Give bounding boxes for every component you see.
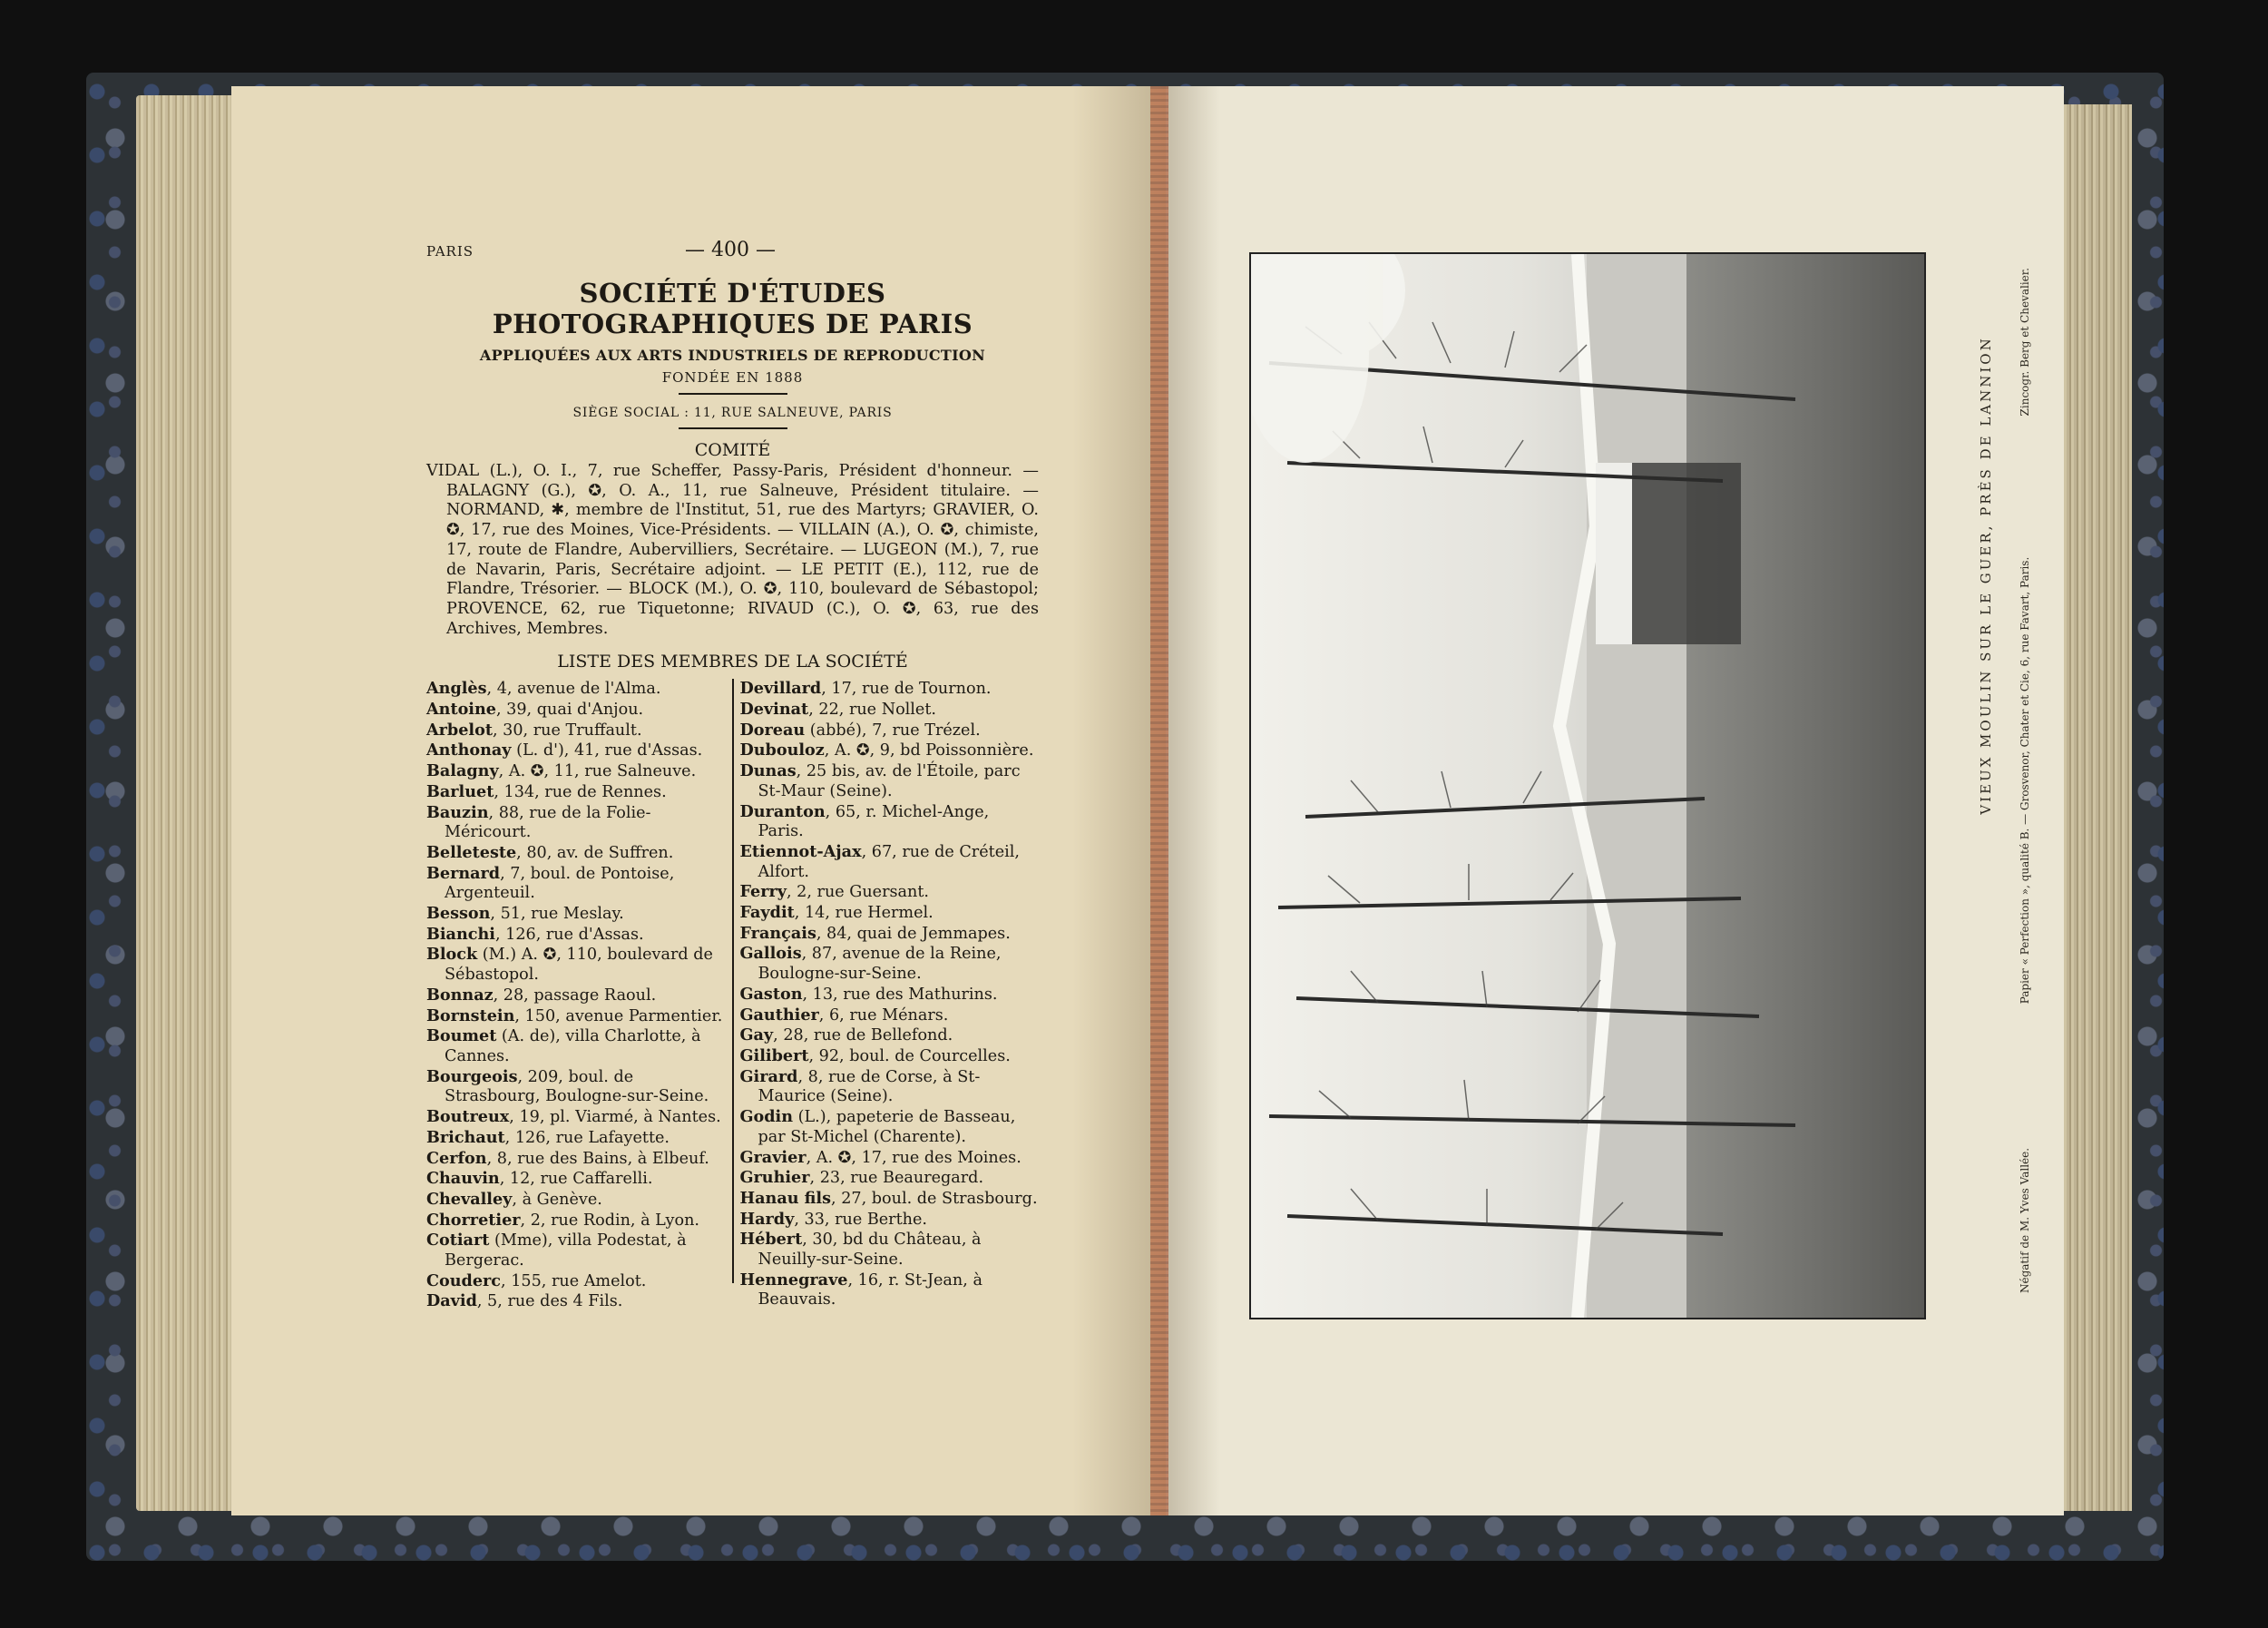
negative-credit: Négatif de M. Yves Vallée. <box>2019 1147 2031 1293</box>
member-entry <box>740 985 1040 1005</box>
member-entry <box>426 904 726 925</box>
member-address: , 84, quai de Jemmapes. <box>816 924 1011 943</box>
member-entry <box>740 1046 1040 1067</box>
member-entry <box>426 1169 726 1190</box>
member-entry <box>740 740 1040 761</box>
member-entry <box>740 700 1040 721</box>
society-title: SOCIÉTÉ D'ÉTUDES PHOTOGRAPHIQUES DE PARIS <box>492 278 973 339</box>
committee-heading: COMITÉ <box>694 440 771 460</box>
member-address: , 25 bis, av. de l'Étoile, parc St-Maur (Seine). <box>758 762 1021 800</box>
member-address: , 155, rue Amelot. <box>501 1271 647 1290</box>
member-name: Cotiart <box>426 1231 490 1250</box>
member-entry <box>426 1149 726 1170</box>
member-address: , 134, rue de Rennes. <box>494 782 667 801</box>
winter-mill-photograph <box>1249 252 1926 1319</box>
member-address: , 19, pl. Viarmé, à Nantes. <box>509 1108 721 1127</box>
member-entry <box>426 1271 726 1292</box>
member-address: , 8, rue des Bains, à Elbeuf. <box>486 1149 709 1168</box>
member-address: , 30, bd du Château, à Neuilly-sur-Seine. <box>758 1231 982 1270</box>
member-name: Belleteste <box>426 842 517 862</box>
member-entry <box>740 679 1040 700</box>
member-name: Block <box>426 945 478 965</box>
member-address: , A. ✪, 11, rue Salneuve. <box>498 762 697 781</box>
member-address: , A. ✪, 17, rue des Moines. <box>806 1148 1022 1167</box>
photo-illustration <box>1251 254 1924 1318</box>
members-columns <box>426 679 1039 1312</box>
member-entry <box>426 761 726 782</box>
member-name: Hanau fils <box>739 1188 832 1208</box>
member-entry <box>740 1067 1040 1107</box>
paper-credit: Papier « Perfection », qualité B. — Grosvenor, Chater et Cie, 6, rue Favart, Paris. <box>2019 556 2031 1005</box>
member-name: Hennegrave <box>739 1270 848 1290</box>
member-address: , 28, rue de Bellefond. <box>773 1026 953 1045</box>
member-name: Bonnaz <box>426 985 494 1005</box>
member-address: , 8, rue de Corse, à St-Maurice (Seine). <box>758 1067 981 1106</box>
spine-binding <box>1150 86 1168 1515</box>
member-name: Etiennot-Ajax <box>739 841 862 861</box>
member-name: Boumet <box>426 1026 497 1046</box>
member-entry <box>426 1026 726 1066</box>
member-name: Gauthier <box>739 1005 819 1025</box>
member-address: , 92, boul. de Courcelles. <box>808 1046 1011 1065</box>
member-name: Gruhier <box>739 1168 810 1188</box>
member-entry <box>740 903 1040 924</box>
member-name: Barluet <box>426 781 494 801</box>
member-entry <box>426 1291 726 1312</box>
member-address: , 23, rue Beauregard. <box>809 1169 984 1188</box>
member-address: , 28, passage Raoul. <box>493 986 657 1005</box>
member-address: , 12, rue Caffarelli. <box>499 1170 653 1189</box>
page-edges-right <box>2059 104 2132 1511</box>
member-name: Gilibert <box>739 1045 809 1065</box>
member-address: , 39, quai d'Anjou. <box>495 701 644 720</box>
member-entry <box>740 944 1040 984</box>
member-name: Antoine <box>426 700 496 720</box>
member-name: Bourgeois <box>426 1066 518 1086</box>
member-address: (L. d'), 41, rue d'Assas. <box>511 741 703 760</box>
member-address: , 67, rue de Créteil, Alfort. <box>758 842 1020 881</box>
member-address: , A. ✪, 9, bd Poissonnière. <box>824 741 1034 760</box>
member-name: Bauzin <box>426 802 489 822</box>
member-name: Anthonay <box>426 740 512 760</box>
member-name: Duranton <box>739 801 826 821</box>
member-entry <box>426 679 726 700</box>
member-name: Godin <box>739 1107 794 1127</box>
member-entry <box>426 740 726 761</box>
member-entry <box>426 986 726 1006</box>
member-entry <box>740 1270 1040 1310</box>
divider <box>679 393 787 395</box>
member-name: Faydit <box>739 903 795 923</box>
member-entry <box>426 925 726 946</box>
members-column-left <box>426 679 726 1312</box>
member-entry <box>740 1005 1040 1026</box>
column-divider <box>732 679 734 1283</box>
member-name: Dubouloz <box>739 740 825 760</box>
member-entry <box>426 1067 726 1107</box>
member-address: , 2, rue Guersant. <box>786 883 930 902</box>
member-name: Cerfon <box>426 1148 487 1168</box>
member-entry <box>426 721 726 741</box>
member-entry <box>740 1230 1040 1270</box>
member-address: , 14, rue Hermel. <box>794 904 934 923</box>
member-name: Bornstein <box>426 1005 515 1025</box>
photo-caption: VIEUX MOULIN SUR LE GUER, PRÈS DE LANNION <box>1978 336 1994 815</box>
member-name: Girard <box>739 1066 798 1086</box>
member-name: Arbelot <box>426 720 493 740</box>
member-name: Chauvin <box>426 1169 500 1189</box>
member-entry <box>740 924 1040 945</box>
page-edges-left <box>136 95 231 1511</box>
member-address: , 2, rue Rodin, à Lyon. <box>520 1211 700 1230</box>
member-entry <box>740 1168 1040 1189</box>
member-name: Devillard <box>739 679 822 699</box>
member-address: , 126, rue Lafayette. <box>504 1128 670 1147</box>
member-name: Ferry <box>739 882 787 902</box>
member-entry <box>740 1210 1040 1231</box>
society-subtitle: APPLIQUÉES AUX ARTS INDUSTRIELS DE REPRODUCTION <box>479 347 986 364</box>
member-name: Bernard <box>426 863 501 883</box>
member-entry <box>740 802 1040 842</box>
committee-text <box>426 462 1039 639</box>
engraver-credit: Zincogr. Berg et Chevalier. <box>2019 268 2031 417</box>
member-entry <box>426 1006 726 1027</box>
member-address: , 4, avenue de l'Alma. <box>486 680 661 699</box>
member-address: (abbé), 7, rue Trézel. <box>805 721 981 740</box>
member-address: , 5, rue des 4 Fils. <box>476 1292 623 1311</box>
member-address: , 17, rue de Tournon. <box>821 680 992 699</box>
member-address: (L.), papeterie de Basseau, par St-Michel (Charente). <box>758 1108 1016 1146</box>
member-address: (M.) A. ✪, 110, boulevard de Sébastopol. <box>445 946 713 985</box>
member-address: , 209, boul. de Strasbourg, Boulogne-sur-Seine. <box>445 1067 709 1106</box>
member-address: , à Genève. <box>512 1190 602 1209</box>
member-name: David <box>426 1291 477 1311</box>
member-address: , 87, avenue de la Reine, Boulogne-sur-Seine. <box>758 945 1002 984</box>
member-entry <box>740 721 1040 741</box>
member-name: Balagny <box>426 761 499 781</box>
founded-year: FONDÉE EN 1888 <box>661 369 804 386</box>
member-address: , 88, rue de la Folie-Méricourt. <box>445 803 651 842</box>
member-name: Couderc <box>426 1270 502 1290</box>
member-name: Besson <box>426 904 491 924</box>
member-address: (A. de), villa Charlotte, à Cannes. <box>445 1027 701 1065</box>
members-column-right <box>740 679 1040 1312</box>
members-list-heading: LISTE DES MEMBRES DE LA SOCIÉTÉ <box>557 652 908 672</box>
member-entry <box>740 1025 1040 1046</box>
member-entry <box>740 1189 1040 1210</box>
member-name: Devinat <box>739 700 809 720</box>
member-name: Gallois <box>739 944 802 964</box>
member-name: Gravier <box>739 1147 807 1167</box>
member-entry <box>426 803 726 843</box>
member-entry <box>740 1107 1040 1147</box>
running-head-city: PARIS <box>426 243 474 260</box>
divider <box>679 427 787 429</box>
member-address: , 16, r. St-Jean, à Beauvais. <box>758 1270 982 1309</box>
member-entry <box>740 761 1040 801</box>
member-name: Chorretier <box>426 1210 521 1230</box>
member-address: , 27, boul. de Strasbourg. <box>831 1189 1038 1208</box>
member-entry <box>426 700 726 721</box>
member-address: , 150, avenue Parmentier. <box>514 1006 723 1025</box>
member-entry <box>426 1107 726 1128</box>
member-address: , 30, rue Truffault. <box>492 721 642 740</box>
member-entry <box>426 1231 726 1270</box>
member-name: Doreau <box>739 720 806 740</box>
member-name: Français <box>739 923 816 943</box>
member-name: Brichaut <box>426 1127 505 1147</box>
member-entry <box>426 864 726 904</box>
member-entry <box>426 1128 726 1149</box>
member-entry <box>740 842 1040 882</box>
member-entry <box>740 882 1040 903</box>
member-address: , 6, rue Ménars. <box>818 1005 949 1025</box>
left-page-text <box>426 236 1039 1312</box>
member-entry <box>426 1190 726 1211</box>
member-name: Gaston <box>739 984 803 1004</box>
member-name: Chevalley <box>426 1189 513 1209</box>
running-head <box>426 236 1039 272</box>
member-name: Anglès <box>426 679 487 699</box>
member-address: , 51, rue Meslay. <box>490 905 624 924</box>
member-address: , 65, r. Michel-Ange, Paris. <box>758 802 990 841</box>
member-address: , 80, av. de Suffren. <box>516 843 674 862</box>
member-address: , 33, rue Berthe. <box>794 1210 927 1229</box>
member-name: Gay <box>739 1025 774 1045</box>
member-name: Hardy <box>739 1209 795 1229</box>
member-address: , 126, rue d'Assas. <box>494 925 644 944</box>
member-address: , 13, rue des Mathurins. <box>802 985 998 1004</box>
registered-office: SIÈGE SOCIAL : 11, RUE SALNEUVE, PARIS <box>572 406 893 420</box>
member-address: (Mme), villa Podestat, à Bergerac. <box>445 1231 687 1270</box>
member-address: , 22, rue Nollet. <box>808 701 937 720</box>
member-entry <box>426 843 726 864</box>
member-entry <box>426 782 726 803</box>
committee-paragraph: VIDAL (L.), O. I., 7, rue Scheffer, Passy-Paris, Président d'honneur. — BALAGNY (G.), ✪, O. A., 11, rue Salneuve, Président titulaire. — NORMAND, ✱, membre de l'Institut, 51, rue des Martyrs; GRAVIER, O. ✪, 17, rue des Moines, Vice-Présidents. — VILLAIN (A.), O. ✪, chimiste, 17, route de Flandre, Aubervilliers, Secrétaire. — LUGEON (M.), 7, rue de Navarin, Paris, Secrétaire adjoint. — LE PETIT (E.), 112, rue de Flandre, Trésorier. — BLOCK (M.), O. ✪, 110, boulevard de Sébastopol; PROVENCE, 62, rue Tiquetonne; RIVAUD (C.), O. ✪, 63, rue des Archives, Membres. <box>426 462 1039 638</box>
page-number: — 400 — <box>685 239 776 261</box>
member-entry <box>426 945 726 985</box>
member-entry <box>426 1211 726 1231</box>
member-name: Bianchi <box>426 924 495 944</box>
member-name: Boutreux <box>426 1107 510 1127</box>
member-name: Dunas <box>739 761 797 781</box>
member-name: Hébert <box>739 1230 803 1250</box>
member-entry <box>740 1148 1040 1169</box>
member-address: , 7, boul. de Pontoise, Argenteuil. <box>445 864 675 903</box>
